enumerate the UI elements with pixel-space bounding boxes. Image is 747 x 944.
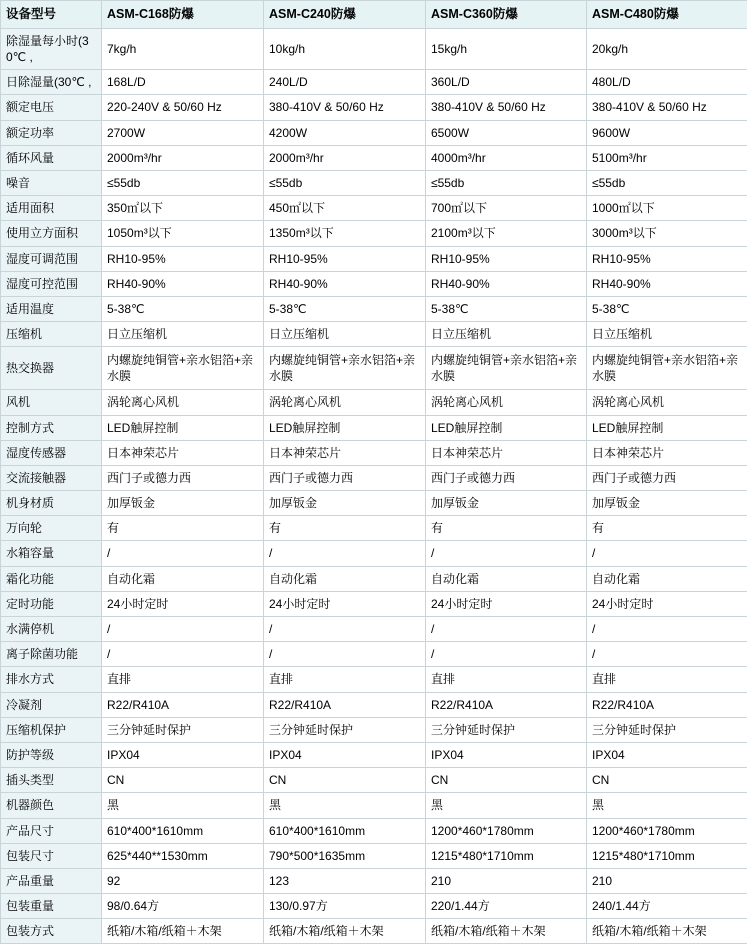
table-row (1, 919, 747, 944)
row-value-cell: IPX04 (102, 742, 264, 767)
row-value-cell: 4000m³/hr (426, 145, 587, 170)
table-row (1, 171, 747, 196)
table-row (1, 742, 747, 767)
row-label-cell: 除湿量每小时(30℃ , (1, 28, 102, 69)
row-value-cell: 西门子或德力西 (264, 465, 426, 490)
row-value-cell: 123 (264, 868, 426, 893)
row-value-cell: 纸箱/木箱/纸箱＋木架 (102, 919, 264, 944)
row-value-cell: RH40-90% (426, 271, 587, 296)
row-label-cell: 湿度可调范围 (1, 246, 102, 271)
row-value-cell: LED触屏控制 (426, 415, 587, 440)
row-value-cell: RH10-95% (102, 246, 264, 271)
row-label-cell: 日除湿量(30℃ , (1, 70, 102, 95)
row-value-cell: 直排 (102, 667, 264, 692)
row-value-cell: ≤55db (264, 171, 426, 196)
row-value-cell: 内螺旋纯铜管+亲水铝箔+亲水膜 (264, 347, 426, 390)
row-value-cell: CN (264, 768, 426, 793)
row-value-cell: 5100m³/hr (587, 145, 747, 170)
row-label-cell: 水箱容量 (1, 541, 102, 566)
table-body (1, 1, 747, 944)
row-value-cell: 日立压缩机 (426, 322, 587, 347)
row-value-cell: LED触屏控制 (587, 415, 747, 440)
row-label-cell: 防护等级 (1, 742, 102, 767)
row-label-cell: 适用温度 (1, 296, 102, 321)
row-label-cell: 产品重量 (1, 868, 102, 893)
row-label-cell: 风机 (1, 390, 102, 415)
row-value-cell: 1350m³以下 (264, 221, 426, 246)
row-label-cell: 压缩机保护 (1, 717, 102, 742)
row-label-cell: 循环风量 (1, 145, 102, 170)
row-value-cell: 7kg/h (102, 28, 264, 69)
row-value-cell: 加厚钣金 (102, 491, 264, 516)
row-value-cell: 240L/D (264, 70, 426, 95)
row-value-cell: 350㎡以下 (102, 196, 264, 221)
row-value-cell: ≤55db (102, 171, 264, 196)
row-value-cell: 2000m³/hr (102, 145, 264, 170)
row-value-cell: 西门子或德力西 (587, 465, 747, 490)
table-row (1, 566, 747, 591)
table-row (1, 717, 747, 742)
row-value-cell: 98/0.64方 (102, 894, 264, 919)
row-value-cell: 1050m³以下 (102, 221, 264, 246)
row-value-cell: 内螺旋纯铜管+亲水铝箔+亲水膜 (426, 347, 587, 390)
row-label-cell: 排水方式 (1, 667, 102, 692)
table-row (1, 347, 747, 390)
table-row (1, 390, 747, 415)
row-value-cell: 日本神荣芯片 (426, 440, 587, 465)
row-value-cell: ≤55db (587, 171, 747, 196)
row-value-cell: 三分钟延时保护 (264, 717, 426, 742)
row-value-cell: / (264, 642, 426, 667)
row-label-cell: 产品尺寸 (1, 818, 102, 843)
row-value-cell: 5-38℃ (102, 296, 264, 321)
row-value-cell: 1215*480*1710mm (587, 843, 747, 868)
row-value-cell: 黑 (264, 793, 426, 818)
row-value-cell: 黑 (426, 793, 587, 818)
row-value-cell: 210 (587, 868, 747, 893)
row-label-cell: 万向轮 (1, 516, 102, 541)
row-value-cell: 3000m³以下 (587, 221, 747, 246)
row-value-cell: 内螺旋纯铜管+亲水铝箔+亲水膜 (587, 347, 747, 390)
row-value-cell: IPX04 (587, 742, 747, 767)
row-value-cell: 20kg/h (587, 28, 747, 69)
row-label-cell: 额定功率 (1, 120, 102, 145)
row-value-cell: 10kg/h (264, 28, 426, 69)
table-row (1, 642, 747, 667)
row-value-cell: 三分钟延时保护 (102, 717, 264, 742)
row-label-cell: 机身材质 (1, 491, 102, 516)
table-row (1, 440, 747, 465)
row-value-cell: 24小时定时 (426, 591, 587, 616)
row-value-cell: 380-410V & 50/60 Hz (426, 95, 587, 120)
row-value-cell: 168L/D (102, 70, 264, 95)
row-value-cell: 三分钟延时保护 (587, 717, 747, 742)
table-row (1, 221, 747, 246)
row-label-cell: 冷凝剂 (1, 692, 102, 717)
row-value-cell: 5-38℃ (264, 296, 426, 321)
row-value-cell: RH10-95% (587, 246, 747, 271)
table-row (1, 617, 747, 642)
row-value-cell: R22/R410A (426, 692, 587, 717)
table-row (1, 667, 747, 692)
table-row (1, 591, 747, 616)
row-value-cell: / (426, 617, 587, 642)
table-row (1, 120, 747, 145)
row-label-cell: 湿度传感器 (1, 440, 102, 465)
row-label-cell: 噪音 (1, 171, 102, 196)
row-value-cell: CN (587, 768, 747, 793)
row-value-cell: 380-410V & 50/60 Hz (587, 95, 747, 120)
row-value-cell: 涡轮离心风机 (426, 390, 587, 415)
row-value-cell: 6500W (426, 120, 587, 145)
table-row (1, 516, 747, 541)
row-value-cell: 1000㎡以下 (587, 196, 747, 221)
header-label-cell: 设备型号 (1, 1, 102, 29)
row-value-cell: / (587, 541, 747, 566)
row-value-cell: 2700W (102, 120, 264, 145)
row-value-cell: 360L/D (426, 70, 587, 95)
row-label-cell: 机器颜色 (1, 793, 102, 818)
row-value-cell: 130/0.97方 (264, 894, 426, 919)
row-value-cell: 4200W (264, 120, 426, 145)
row-value-cell: 24小时定时 (587, 591, 747, 616)
row-value-cell: 2100m³以下 (426, 221, 587, 246)
row-label-cell: 适用面积 (1, 196, 102, 221)
row-value-cell: 涡轮离心风机 (102, 390, 264, 415)
row-value-cell: 24小时定时 (264, 591, 426, 616)
row-value-cell: 2000m³/hr (264, 145, 426, 170)
row-value-cell: 自动化霜 (102, 566, 264, 591)
row-value-cell: 1215*480*1710mm (426, 843, 587, 868)
row-value-cell: 纸箱/木箱/纸箱＋木架 (264, 919, 426, 944)
row-value-cell: 5-38℃ (426, 296, 587, 321)
row-value-cell: 西门子或德力西 (426, 465, 587, 490)
row-value-cell: LED触屏控制 (264, 415, 426, 440)
table-row (1, 415, 747, 440)
row-label-cell: 包装尺寸 (1, 843, 102, 868)
row-value-cell: R22/R410A (587, 692, 747, 717)
table-row (1, 465, 747, 490)
row-value-cell: R22/R410A (264, 692, 426, 717)
row-label-cell: 控制方式 (1, 415, 102, 440)
row-value-cell: 有 (102, 516, 264, 541)
row-value-cell: 日本神荣芯片 (587, 440, 747, 465)
row-value-cell: 涡轮离心风机 (264, 390, 426, 415)
row-value-cell: 480L/D (587, 70, 747, 95)
row-value-cell: 黑 (102, 793, 264, 818)
row-value-cell: 日立压缩机 (264, 322, 426, 347)
table-row (1, 271, 747, 296)
row-value-cell: 有 (264, 516, 426, 541)
row-value-cell: 日本神荣芯片 (264, 440, 426, 465)
row-value-cell: RH10-95% (426, 246, 587, 271)
table-row (1, 818, 747, 843)
row-label-cell: 水满停机 (1, 617, 102, 642)
row-value-cell: / (102, 642, 264, 667)
row-value-cell: 有 (587, 516, 747, 541)
row-value-cell: RH40-90% (587, 271, 747, 296)
header-model-cell: ASM-C240防爆 (264, 1, 426, 29)
row-value-cell: / (587, 642, 747, 667)
row-value-cell: 直排 (587, 667, 747, 692)
row-value-cell: R22/R410A (102, 692, 264, 717)
row-label-cell: 湿度可控范围 (1, 271, 102, 296)
row-value-cell: 240/1.44方 (587, 894, 747, 919)
row-value-cell: 790*500*1635mm (264, 843, 426, 868)
row-value-cell: 直排 (426, 667, 587, 692)
row-value-cell: / (264, 541, 426, 566)
row-value-cell: IPX04 (426, 742, 587, 767)
row-value-cell: 220/1.44方 (426, 894, 587, 919)
row-value-cell: 加厚钣金 (587, 491, 747, 516)
table-row (1, 894, 747, 919)
row-value-cell: CN (102, 768, 264, 793)
row-value-cell: 涡轮离心风机 (587, 390, 747, 415)
row-label-cell: 热交换器 (1, 347, 102, 390)
row-value-cell: 1200*460*1780mm (426, 818, 587, 843)
row-value-cell: / (426, 541, 587, 566)
row-label-cell: 离子除菌功能 (1, 642, 102, 667)
row-value-cell: 5-38℃ (587, 296, 747, 321)
row-value-cell: ≤55db (426, 171, 587, 196)
table-row (1, 868, 747, 893)
row-value-cell: 210 (426, 868, 587, 893)
row-value-cell: RH40-90% (102, 271, 264, 296)
table-row (1, 246, 747, 271)
row-value-cell: / (587, 617, 747, 642)
table-header-row (1, 1, 747, 29)
row-value-cell: 9600W (587, 120, 747, 145)
row-value-cell: 内螺旋纯铜管+亲水铝箔+亲水膜 (102, 347, 264, 390)
table-row (1, 793, 747, 818)
row-value-cell: 纸箱/木箱/纸箱＋木架 (587, 919, 747, 944)
row-value-cell: 450㎡以下 (264, 196, 426, 221)
row-value-cell: / (102, 541, 264, 566)
row-value-cell: 自动化霜 (587, 566, 747, 591)
row-value-cell: / (426, 642, 587, 667)
row-label-cell: 定时功能 (1, 591, 102, 616)
table-row (1, 322, 747, 347)
row-label-cell: 包装方式 (1, 919, 102, 944)
row-value-cell: 自动化霜 (264, 566, 426, 591)
table-row (1, 843, 747, 868)
row-value-cell: 日立压缩机 (102, 322, 264, 347)
header-model-cell: ASM-C480防爆 (587, 1, 747, 29)
row-value-cell: 日立压缩机 (587, 322, 747, 347)
row-value-cell: 自动化霜 (426, 566, 587, 591)
row-label-cell: 包装重量 (1, 894, 102, 919)
row-value-cell: 三分钟延时保护 (426, 717, 587, 742)
table-row (1, 95, 747, 120)
row-value-cell: 15kg/h (426, 28, 587, 69)
table-row (1, 70, 747, 95)
row-value-cell: 700㎡以下 (426, 196, 587, 221)
row-value-cell: 92 (102, 868, 264, 893)
row-value-cell: 黑 (587, 793, 747, 818)
table-row (1, 28, 747, 69)
table-row (1, 196, 747, 221)
row-value-cell: CN (426, 768, 587, 793)
row-value-cell: 1200*460*1780mm (587, 818, 747, 843)
row-value-cell: RH10-95% (264, 246, 426, 271)
table-row (1, 541, 747, 566)
table-row (1, 692, 747, 717)
row-value-cell: RH40-90% (264, 271, 426, 296)
row-value-cell: 24小时定时 (102, 591, 264, 616)
table-row (1, 296, 747, 321)
row-label-cell: 使用立方面积 (1, 221, 102, 246)
row-label-cell: 插头类型 (1, 768, 102, 793)
row-label-cell: 额定电压 (1, 95, 102, 120)
header-model-cell: ASM-C360防爆 (426, 1, 587, 29)
row-value-cell: IPX04 (264, 742, 426, 767)
row-value-cell: LED触屏控制 (102, 415, 264, 440)
row-value-cell: / (264, 617, 426, 642)
row-value-cell: 380-410V & 50/60 Hz (264, 95, 426, 120)
row-value-cell: 纸箱/木箱/纸箱＋木架 (426, 919, 587, 944)
row-value-cell: 直排 (264, 667, 426, 692)
row-value-cell: 日本神荣芯片 (102, 440, 264, 465)
row-value-cell: 220-240V & 50/60 Hz (102, 95, 264, 120)
header-model-cell: ASM-C168防爆 (102, 1, 264, 29)
table-row (1, 491, 747, 516)
row-value-cell: 有 (426, 516, 587, 541)
row-value-cell: 西门子或德力西 (102, 465, 264, 490)
table-row (1, 145, 747, 170)
row-value-cell: 加厚钣金 (264, 491, 426, 516)
row-label-cell: 压缩机 (1, 322, 102, 347)
row-value-cell: 610*400*1610mm (102, 818, 264, 843)
row-value-cell: 加厚钣金 (426, 491, 587, 516)
row-value-cell: 610*400*1610mm (264, 818, 426, 843)
table-row (1, 768, 747, 793)
row-value-cell: / (102, 617, 264, 642)
row-value-cell: 625*440**1530mm (102, 843, 264, 868)
row-label-cell: 交流接触器 (1, 465, 102, 490)
row-label-cell: 霜化功能 (1, 566, 102, 591)
